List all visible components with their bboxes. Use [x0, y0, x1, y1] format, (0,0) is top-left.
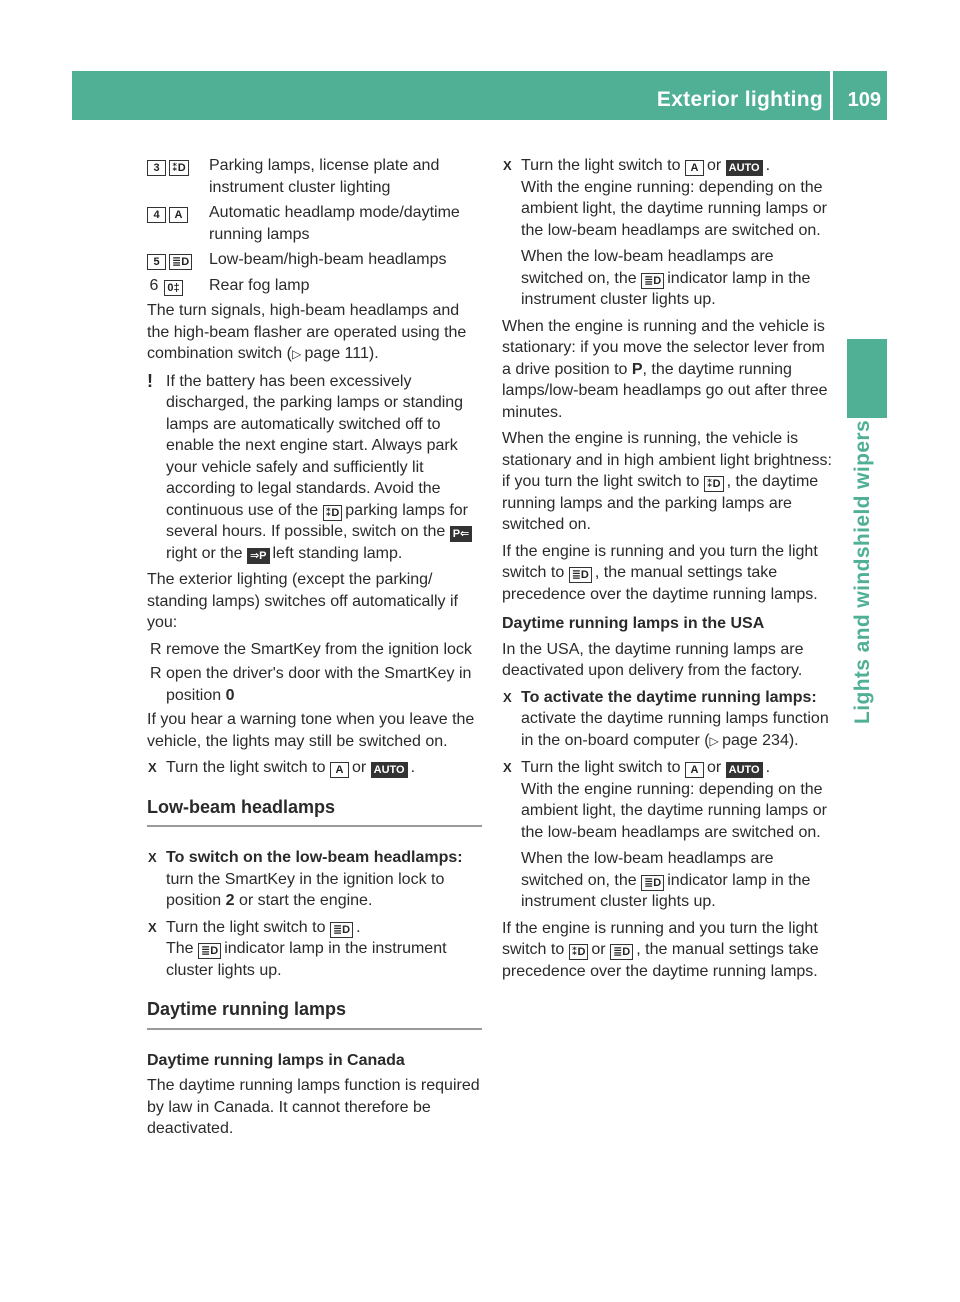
step-arrow-icon: X: [503, 158, 512, 173]
turn-signal-paragraph: The turn signals, high-beam headlamps and the high-beam flasher are operated using the combination switch (▷ page 111).: [147, 302, 467, 362]
chapter-label: Lights and windshield wipers: [851, 420, 874, 725]
subsection-title: Daytime running lamps in the USA: [502, 615, 765, 632]
manual-settings-paragraph-2: If the engine is running and you turn the light switch to ⁑D or ≣D , the manual settings take precedence over the daytime running lamps.: [502, 919, 819, 980]
high-ambient-paragraph: When the engine is running, the vehicle is stationary and in high ambient light brightness: if you turn the light switch to ⁑D , the daytime running lamps and the parking lamps are switched on.: [502, 430, 832, 533]
key-number-icon: 4 A: [147, 202, 191, 224]
low-beam-icon: ≣D: [641, 273, 664, 289]
auto-headlamp-icon: A: [685, 160, 704, 176]
warning-note: ! If the battery has been excessively discharged, the parking lamps or standing lamps are automatically switched off to enable the next engine start. Always park your vehicle safely and sufficiently lit according to legal standards. Avoid the continuous use of the ⁑D parking lamps for several hours. If possible, switch on the P⇐right or the ⇒P left standing lamp.: [147, 371, 482, 565]
instruction-step: X To activate the daytime running lamps: activate the daytime running lamps function in the on-board computer (▷ page 234).: [503, 688, 829, 749]
auto-headlamp-icon: A: [330, 762, 349, 778]
instruction-step: X Turn the light switch to A or AUTO . With the engine running: depending on the ambient light, the daytime running lamps or the low-beam headlamps are switched on.: [503, 759, 827, 841]
chapter-tab: [847, 339, 887, 418]
instruction-step: X Turn the light switch to A or AUTO . With the engine running: depending on the ambient light, the daytime running lamps or the low-beam headlamps are switched on.: [503, 157, 827, 239]
low-beam-icon: ≣D: [610, 944, 633, 960]
key-list: [147, 155, 482, 296]
manual-settings-paragraph: If the engine is running and you turn the light switch to ≣D , the manual settings take precedence over the daytime running lamps.: [502, 542, 818, 603]
instruction-step: X To switch on the low-beam headlamps: turn the SmartKey in the ignition lock to position 2 or start the engine.: [148, 849, 463, 909]
left-column: [147, 155, 482, 1145]
subsection-title: Daytime running lamps in Canada: [147, 1051, 405, 1069]
low-beam-icon: ≣D: [198, 943, 221, 959]
key-list-text: Parking lamps, license plate and instrument cluster lighting: [209, 157, 440, 196]
low-beam-icon: ≣D: [330, 922, 353, 938]
usa-paragraph: In the USA, the daytime running lamps are deactivated upon delivery from the factory.: [502, 640, 804, 679]
bullet-icon: R: [150, 665, 162, 682]
page-number: 109: [847, 89, 881, 111]
section-title: Daytime running lamps: [147, 999, 482, 1030]
parking-lamp-icon: ⁑D: [323, 505, 343, 521]
section-title: Low-beam headlamps: [147, 797, 482, 828]
key-list-text: Rear fog lamp: [209, 276, 310, 294]
low-beam-indicator-paragraph: When the low-beam headlamps are switched on, the ≣D indicator lamp in the instrument cluster lights up.: [521, 248, 811, 308]
lamp-symbol-icon: ≣D: [169, 254, 192, 270]
list-item: R open the driver's door with the SmartKey in position 0: [150, 665, 472, 704]
auto-icon: AUTO: [726, 160, 763, 176]
left-standing-lamp-icon: ⇒P: [247, 548, 270, 564]
instruction-step: X Turn the light switch to ≣D . The ≣D indicator lamp in the instrument cluster lights up.: [148, 918, 447, 979]
low-beam-indicator-paragraph: When the low-beam headlamps are switched on, the ≣D indicator lamp in the instrument cluster lights up.: [521, 850, 811, 910]
page-ref-icon: ▷: [709, 733, 723, 748]
key-list-item: [147, 249, 482, 271]
header-divider: [830, 71, 833, 120]
key-list-item: [147, 155, 482, 198]
auto-headlamp-icon: A: [685, 762, 704, 778]
lamp-symbol-icon: 0‡: [164, 280, 183, 296]
warning-icon: !: [147, 370, 153, 391]
list-item: R remove the SmartKey from the ignition lock: [147, 639, 482, 661]
right-column: [502, 155, 835, 987]
warning-tone-paragraph: If you hear a warning tone when you leave the vehicle, the lights may still be switched on.: [147, 711, 475, 750]
step-arrow-icon: X: [148, 919, 157, 935]
step-arrow-icon: X: [148, 760, 157, 775]
lamp-symbol-icon: A: [169, 207, 188, 223]
auto-icon: AUTO: [726, 762, 763, 778]
exterior-lighting-paragraph: The exterior lighting (except the parking/ standing lamps) switches off automatically if you:: [147, 571, 458, 631]
key-list-item: [147, 202, 482, 245]
lamp-symbol-icon: ⁑D: [169, 160, 189, 176]
low-beam-icon: ≣D: [569, 567, 592, 583]
key-list-text: Low-beam/high-beam headlamps: [209, 251, 447, 268]
step-arrow-icon: X: [503, 760, 512, 775]
key-list-item: [147, 275, 482, 297]
key-number-icon: 5 ≣D: [147, 249, 195, 271]
header-bar: [72, 71, 887, 120]
parking-lamp-icon: ⁑D: [704, 476, 724, 492]
auto-icon: AUTO: [371, 762, 408, 778]
stationary-paragraph: When the engine is running and the vehicle is stationary: if you move the selector lever from a drive position to P, the daytime running lamps/low-beam headlamps go out after three minutes.: [502, 317, 828, 421]
page-title: Exterior lighting: [656, 88, 823, 111]
bullet-icon: R: [150, 640, 162, 658]
parking-lamp-icon: ⁑D: [569, 944, 589, 960]
right-standing-lamp-icon: P⇐: [450, 526, 473, 542]
page-ref-icon: ▷: [291, 347, 305, 361]
key-list-text: Automatic headlamp mode/daytime running lamps: [209, 204, 460, 243]
canada-paragraph: The daytime running lamps function is required by law in Canada. It cannot therefore be deactivated.: [147, 1077, 480, 1137]
instruction-step: X Turn the light switch to A or AUTO .: [147, 757, 482, 779]
low-beam-icon: ≣D: [641, 875, 664, 891]
step-arrow-icon: X: [503, 689, 512, 705]
key-number-icon: 6 0‡: [147, 275, 186, 297]
key-number-icon: 3 ⁑D: [147, 155, 192, 177]
step-arrow-icon: X: [148, 850, 157, 865]
